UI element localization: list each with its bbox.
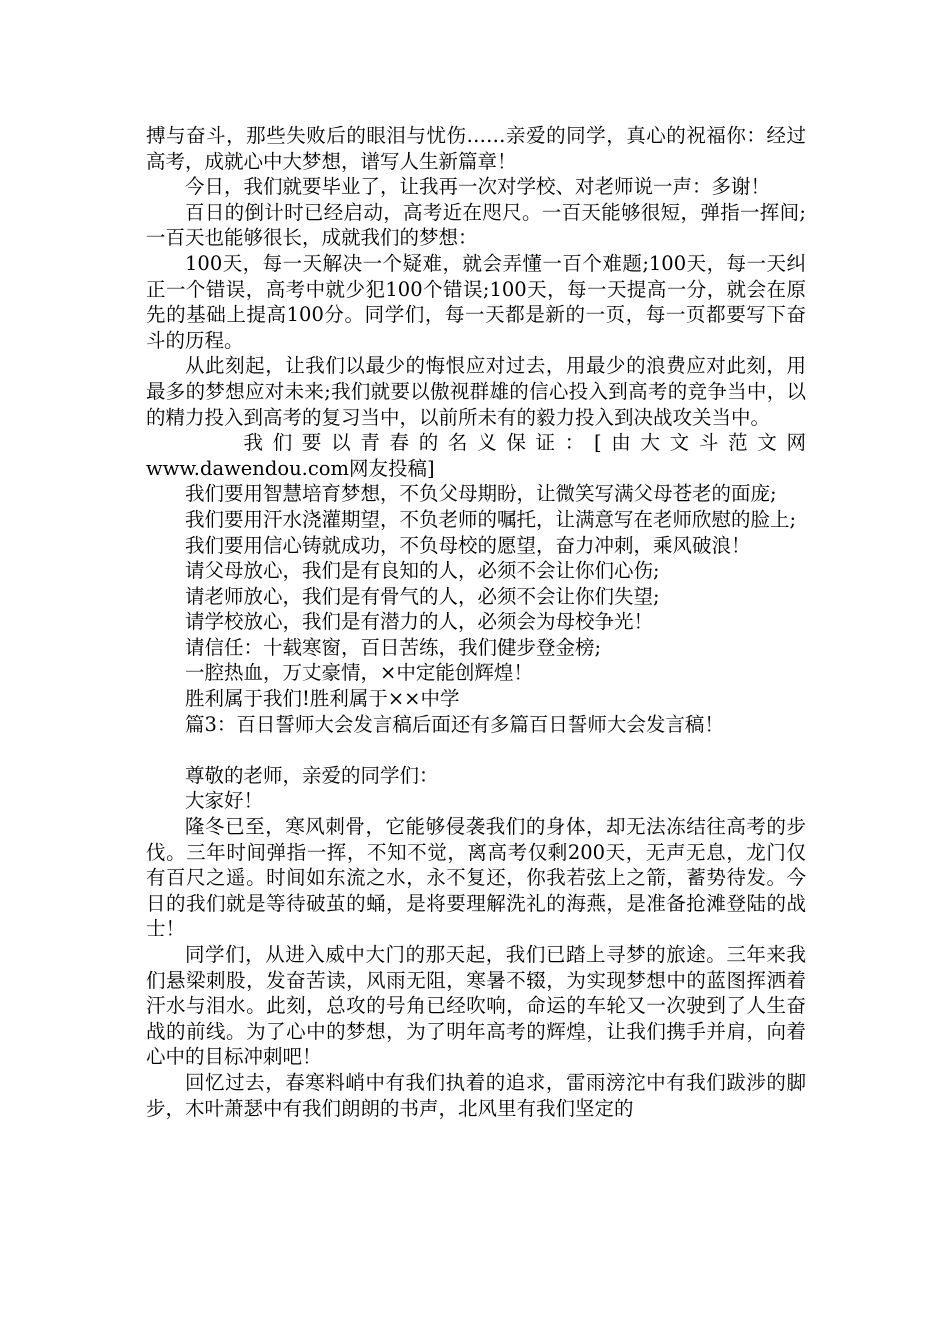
document-page <box>146 123 806 1121</box>
pledge-item: 胜利属于我们!胜利属于××中学 <box>185 687 460 711</box>
salutation: 尊敬的老师，亲爱的同学们： <box>185 763 439 787</box>
paragraph: 从此刻起，让我们以最少的悔恨应对过去，用最少的浪费应对此刻，用最多的梦想应对未来;我们就要以傲视群雄的信心投入到高考的竞争当中，以的精力投入到高考的复习当中，以前所未有的毅力投入到决战攻关当中。 <box>146 354 806 429</box>
paragraph: 今日，我们就要毕业了，让我再一次对学校、对老师说一声：多谢！ <box>185 175 771 199</box>
paragraph: 百日的倒计时已经启动，高考近在咫尺。一百天能够很短，弹指一挥间;一百天也能够很长，成就我们的梦想： <box>146 200 806 250</box>
pledge-item: 一腔热血，万丈豪情，×中定能创辉煌！ <box>185 661 533 685</box>
section-heading: 篇3：百日誓师大会发言稿后面还有多篇百日誓师大会发言稿！ <box>185 712 724 736</box>
pledge-line: 我们要以青春的名义保证：[由大文斗范文网 <box>243 431 806 455</box>
pledge-item: 请信任：十载寒窗，百日苦练，我们健步登金榜; <box>185 635 602 659</box>
paragraph: 我们要用信心铸就成功，不负母校的愿望，奋力冲刺，乘风破浪！ <box>185 533 751 557</box>
pledge-item: 请父母放心，我们是有良知的人，必须不会让你们心伤; <box>185 559 660 583</box>
greeting: 大家好！ <box>185 789 264 813</box>
pledge-source-line: www.dawendou.com网友投稿] <box>146 456 435 480</box>
paragraph: 我们要用智慧培育梦想，不负父母期盼，让微笑写满父母苍老的面庞; <box>185 482 777 506</box>
paragraph: 100天，每一天解决一个疑难，就会弄懂一百个难题;100天，每一天纠正一个错误，高考中就少犯100个错误;100天，每一天提高一分，就会在原先的基础上提高100分。同学们，每一天都是新的一页，每一页都要写下奋斗的历程。 <box>146 251 806 352</box>
paragraph: 搏与奋斗，那些失败后的眼泪与忧伤……亲爱的同学，真心的祝福你：经过高考，成就心中大梦想，谱写人生新篇章！ <box>146 124 806 173</box>
pledge-item: 请老师放心，我们是有骨气的人，必须不会让你们失望; <box>185 584 660 608</box>
paragraph: 同学们，从进入威中大门的那天起，我们已踏上寻梦的旅途。三年来我们悬梁刺股，发奋苦读，风雨无阻，寒暑不辍，为实现梦想中的蓝图挥洒着汗水与泪水。此刻，总攻的号角已经吹响，命运的车轮又一次驶到了人生奋战的前线。为了心中的梦想，为了明年高考的辉煌，让我们携手并肩，向着心中的目标冲刺吧！ <box>146 943 806 1069</box>
pledge-item: 请学校放心，我们是有潜力的人，必须会为母校争光！ <box>185 610 654 634</box>
paragraph: 回忆过去，春寒料峭中有我们执着的追求，雷雨滂沱中有我们跋涉的脚步，木叶萧瑟中有我们朗朗的书声，北风里有我们坚定的 <box>146 1070 806 1120</box>
paragraph: 隆冬已至，寒风刺骨，它能够侵袭我们的身体，却无法冻结往高考的步伐。三年时间弹指一挥，不知不觉，离高考仅剩200天，无声无息，龙门仅有百尺之遥。时间如东流之水，永不复还，你我若弦上之箭，蓄势待发。今日的我们就是等待破茧的蛹，是将要理解洗礼的海燕，是准备抢滩登陆的战士！ <box>146 815 806 941</box>
blank-line <box>146 737 806 763</box>
paragraph: 我们要用汗水浇灌期望，不负老师的嘱托，让满意写在老师欣慰的脸上; <box>185 507 797 531</box>
